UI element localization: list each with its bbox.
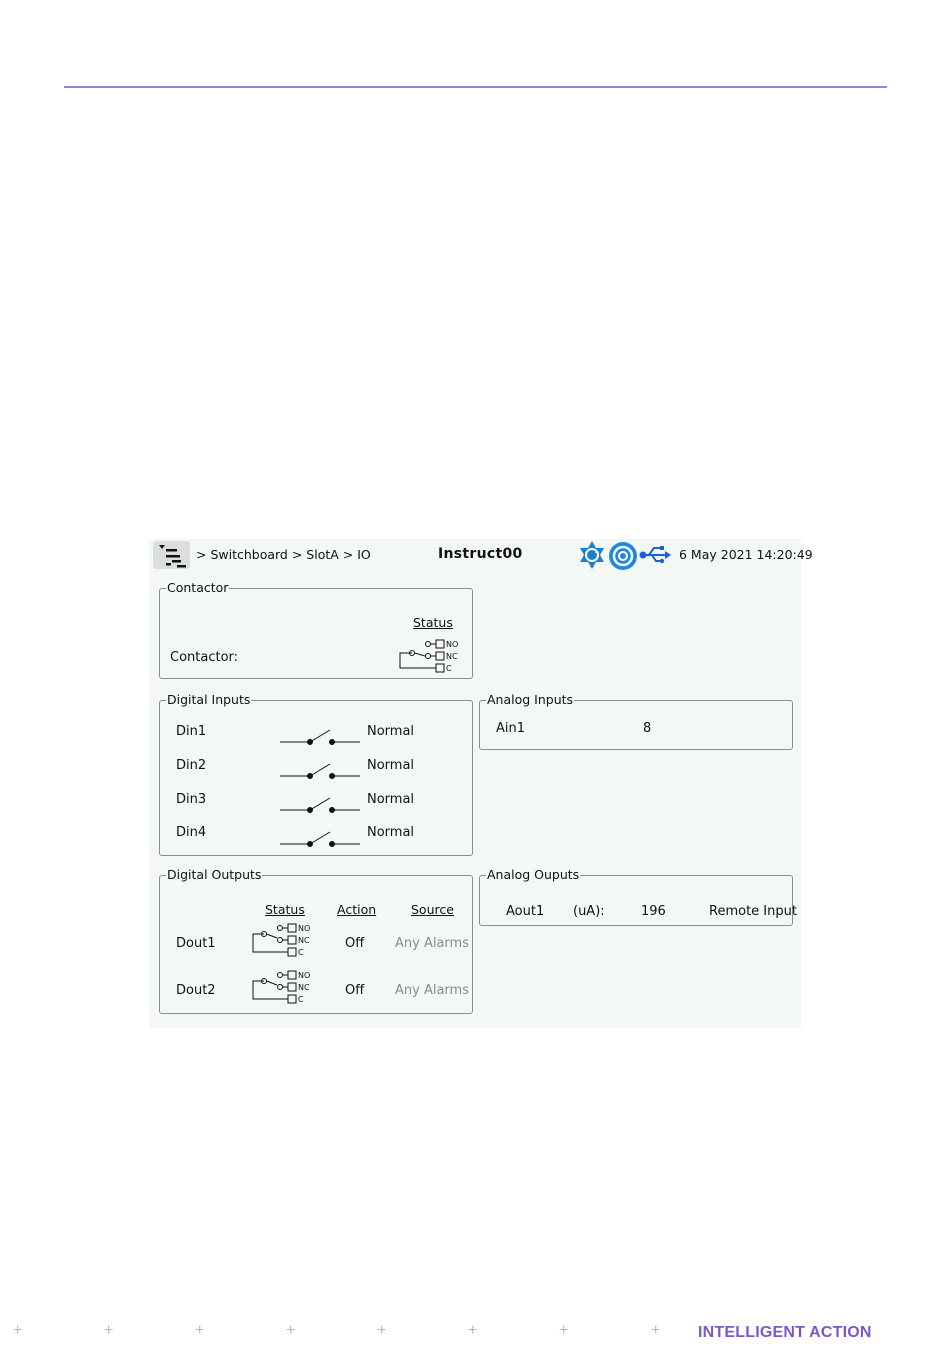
- contactor-title: Contactor: [167, 580, 229, 595]
- din-state: Normal: [367, 825, 415, 840]
- device-screen: [149, 539, 813, 1028]
- menu-icon: [153, 541, 190, 569]
- switch-open-icon: [280, 727, 362, 747]
- target-icon[interactable]: [608, 541, 638, 571]
- dout-action: Off: [345, 983, 365, 998]
- device-name: Instruct00: [438, 546, 523, 562]
- relay-c-label: C: [298, 948, 304, 957]
- breadcrumb: > Switchboard > SlotA > IO: [196, 547, 371, 562]
- relay-status-icon: [398, 638, 466, 678]
- plus-mark: +: [468, 1322, 478, 1339]
- relay-nc-label: NC: [298, 936, 310, 945]
- relay-status-icon: [252, 922, 320, 962]
- relay-no-label: NO: [298, 924, 311, 933]
- source-header: Source: [411, 902, 454, 917]
- din-state: Normal: [367, 758, 415, 773]
- digital-inputs-title: Digital Inputs: [167, 692, 251, 707]
- relay-no-label: NO: [298, 971, 311, 980]
- aout-unit: (uA):: [573, 904, 605, 919]
- dout-source: Any Alarms: [395, 936, 469, 951]
- dout-action: Off: [345, 936, 365, 951]
- aout-name: Aout1: [506, 904, 545, 919]
- plus-mark: +: [286, 1322, 296, 1339]
- gear-icon[interactable]: [577, 540, 607, 570]
- contactor-panel: [159, 581, 473, 679]
- contactor-status-header: Status: [413, 615, 453, 630]
- analog-inputs-panel: [479, 693, 793, 750]
- din-state: Normal: [367, 724, 415, 739]
- aout-value: 196: [641, 904, 666, 919]
- dout-name: Dout1: [176, 936, 216, 951]
- plus-mark: +: [377, 1322, 387, 1339]
- plus-mark: +: [104, 1322, 114, 1339]
- status-header: Status: [265, 902, 305, 917]
- analog-inputs-title: Analog Inputs: [487, 692, 574, 707]
- top-rule: [64, 86, 887, 88]
- digital-outputs-title: Digital Outputs: [167, 867, 262, 882]
- analog-outputs-panel: [479, 867, 797, 926]
- plus-mark: +: [13, 1322, 23, 1339]
- relay-c-label: C: [446, 664, 452, 673]
- din-state: Normal: [367, 792, 415, 807]
- relay-status-icon: [252, 969, 320, 1009]
- din-name: Din2: [176, 758, 207, 773]
- relay-c-label: C: [298, 995, 304, 1004]
- plus-mark: +: [559, 1322, 569, 1339]
- din-name: Din4: [176, 825, 207, 840]
- datetime: 6 May 2021 14:20:49: [679, 547, 813, 562]
- switch-open-icon: [280, 795, 362, 815]
- dout-source: Any Alarms: [395, 983, 469, 998]
- din-name: Din3: [176, 792, 207, 807]
- din-name: Din1: [176, 724, 207, 739]
- usb-icon[interactable]: [638, 545, 672, 565]
- switch-open-icon: [280, 761, 362, 781]
- ain-name: Ain1: [496, 721, 526, 736]
- aout-source: Remote Input: [709, 904, 797, 919]
- relay-nc-label: NC: [298, 983, 310, 992]
- digital-outputs-panel: [159, 868, 473, 1014]
- dout-name: Dout2: [176, 983, 216, 998]
- ain-value: 8: [643, 721, 652, 736]
- contactor-label: Contactor:: [170, 650, 239, 665]
- action-header: Action: [337, 902, 377, 917]
- analog-outputs-title: Analog Ouputs: [487, 867, 580, 882]
- menu-button[interactable]: [153, 541, 190, 569]
- plus-mark: +: [195, 1322, 205, 1339]
- relay-no-label: NO: [446, 640, 459, 649]
- status-bar: [149, 539, 813, 571]
- plus-mark: +: [651, 1322, 661, 1339]
- switch-open-icon: [280, 829, 362, 849]
- digital-inputs-panel: [159, 693, 473, 856]
- relay-nc-label: NC: [446, 652, 458, 661]
- brand-tagline: INTELLIGENT ACTION: [698, 1324, 872, 1341]
